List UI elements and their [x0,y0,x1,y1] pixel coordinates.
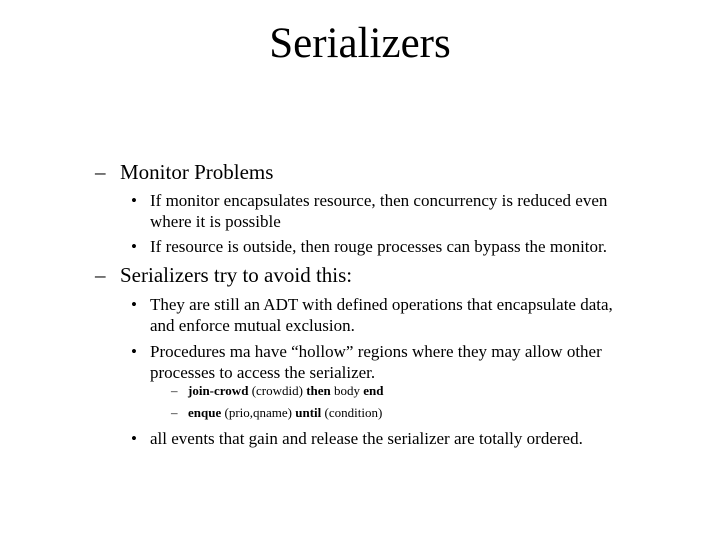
bullet-text-line: processes to access the serializer. [150,363,376,382]
bullet-text-line: If monitor encapsulates resource, then concurrency is reduced even [150,191,608,210]
keyword: then [306,383,331,398]
bullet-marker: • [131,237,137,256]
bullet-text-line: If resource is outside, then rouge processes can bypass the monitor. [150,237,607,256]
dash-marker: – [95,160,106,184]
code-body: (condition) [321,405,383,420]
slide-title: Serializers [269,20,451,67]
bullet-text-line: where it is possible [150,212,281,231]
bullet-marker: • [131,191,137,210]
code-argument: (crowdid) [248,383,307,398]
bullet-marker: • [131,429,137,448]
dash-marker: – [95,263,106,287]
dash-marker: – [171,405,178,420]
bullet-marker: • [131,295,137,314]
keyword: until [295,405,322,420]
dash-marker: – [171,383,178,398]
section-heading-text: Serializers try to avoid this: [120,263,353,287]
code-body: body [330,383,364,398]
bullet-text-line: all events that gain and release the serializer are totally ordered. [150,429,583,448]
bullet-text-line: and enforce mutual exclusion. [150,316,355,335]
keyword: join-crowd [188,383,249,398]
bullet-text-line: They are still an ADT with defined operations that encapsulate data, [150,295,613,314]
bullet-marker: • [131,342,137,361]
bullet-text-line: Procedures ma have “hollow” regions where they may allow other [150,342,602,361]
section-heading-text: Monitor Problems [120,160,274,184]
keyword: end [363,383,384,398]
keyword: enque [188,405,222,420]
code-argument: (prio,qname) [221,405,296,420]
